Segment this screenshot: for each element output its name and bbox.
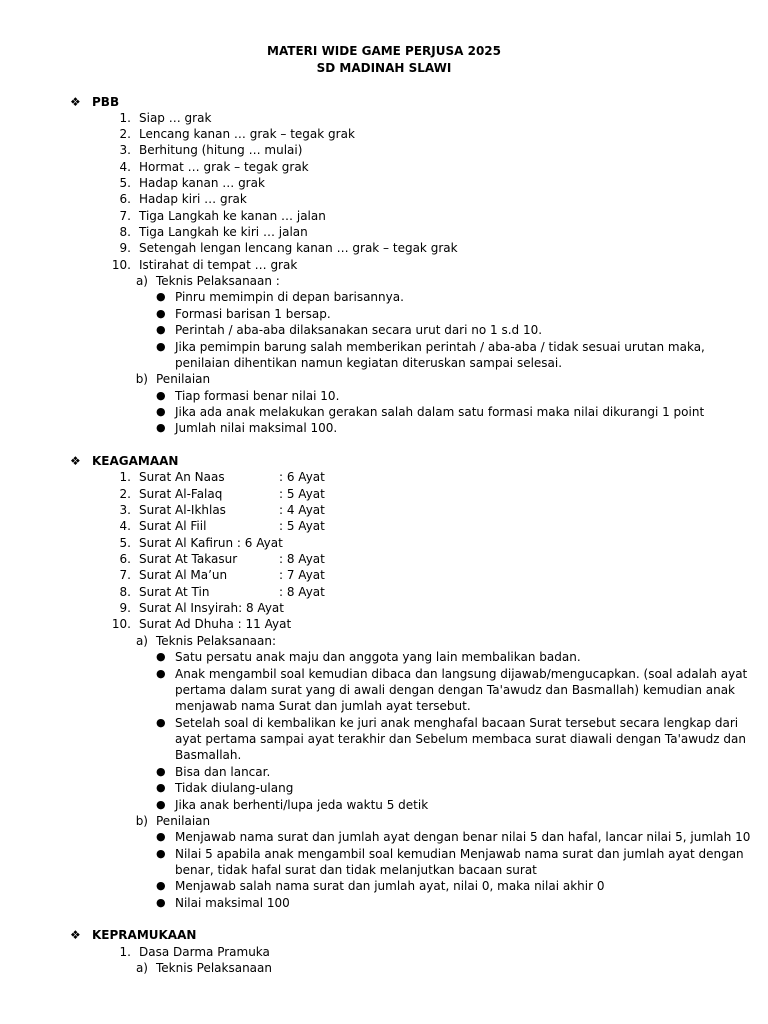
bullet-icon: ● bbox=[156, 716, 166, 729]
sub-heading: a) Teknis Pelaksanaan bbox=[135, 961, 272, 975]
list-item: 2. Lencang kanan … grak – tegak grak bbox=[119, 127, 355, 141]
bullet-item: ● Setelah soal di kembalikan ke juri anak menghafal bacaan Surat tersebut secara lengkap dari bbox=[156, 716, 739, 730]
list-item: 8. Surat At Tin : 8 Ayat bbox=[119, 585, 325, 599]
bullet-icon: ● bbox=[156, 650, 166, 663]
bullet-icon: ● bbox=[156, 340, 166, 353]
bullet-continuation: penilaian dihentikan namun kegiatan diteruskan sampai selesai. bbox=[175, 356, 563, 370]
bullet-item: ● Perintah / aba-aba dilaksanakan secara urut dari no 1 s.d 10. bbox=[156, 323, 543, 337]
list-item: 7. Tiga Langkah ke kanan … jalan bbox=[119, 209, 326, 223]
bullet-icon: ● bbox=[156, 798, 166, 811]
bullet-item: ● Menjawab salah nama surat dan jumlah ayat, nilai 0, maka nilai akhir 0 bbox=[156, 879, 605, 893]
bullet-continuation: menjawab nama Surat dan jumlah ayat tersebut. bbox=[175, 699, 471, 713]
list-item: 4. Hormat … grak – tegak grak bbox=[119, 160, 309, 174]
bullet-icon: ● bbox=[156, 781, 166, 794]
bullet-icon: ● bbox=[156, 389, 166, 402]
list-item: 9. Surat Al Insyirah: 8 Ayat bbox=[119, 601, 284, 615]
document-title: MATERI WIDE GAME PERJUSA 2025 bbox=[267, 44, 501, 58]
list-item: 4. Surat Al Fiil : 5 Ayat bbox=[119, 519, 325, 533]
bullet-icon: ● bbox=[156, 421, 166, 434]
bullet-item: ● Nilai 5 apabila anak mengambil soal kemudian Menjawab nama surat dan jumlah ayat dengan bbox=[156, 847, 744, 861]
bullet-item: ● Satu persatu anak maju dan anggota yang lain membalikan badan. bbox=[156, 650, 581, 664]
list-item: 1. Dasa Darma Pramuka bbox=[119, 945, 270, 959]
section-heading-keagamaan bbox=[70, 453, 178, 469]
bullet-item: ● Tidak diulang-ulang bbox=[156, 781, 294, 795]
bullet-item: ● Jika ada anak melakukan gerakan salah dalam satu formasi maka nilai dikurangi 1 point bbox=[156, 405, 705, 419]
bullet-item: ● Jika pemimpin barung salah memberikan perintah / aba-aba / tidak sesuai urutan maka, bbox=[156, 340, 705, 354]
bullet-icon: ● bbox=[156, 667, 166, 680]
bullet-icon: ● bbox=[156, 896, 166, 909]
bullet-icon: ● bbox=[156, 290, 166, 303]
list-item: 3. Surat Al-Ikhlas : 4 Ayat bbox=[119, 503, 325, 517]
list-item: 5. Surat Al Kafirun : 6 Ayat bbox=[119, 536, 283, 550]
list-item: 2. Surat Al-Falaq : 5 Ayat bbox=[119, 487, 325, 501]
bullet-item: ● Menjawab nama surat dan jumlah ayat dengan benar nilai 5 dan hafal, lancar nilai 5, jumlah 10 bbox=[156, 830, 751, 844]
bullet-continuation: benar, tidak hafal surat dan tidak melanjutkan bacaan surat bbox=[175, 863, 537, 877]
sub-heading: b) Penilaian bbox=[135, 372, 211, 386]
sub-heading: a) Teknis Pelaksanaan: bbox=[135, 634, 277, 648]
list-item: 1. Siap … grak bbox=[119, 111, 212, 125]
diamond-bullet-icon: ❖ bbox=[70, 454, 81, 468]
document-subtitle: SD MADINAH SLAWI bbox=[316, 61, 452, 75]
bullet-item: ● Bisa dan lancar. bbox=[156, 765, 271, 779]
bullet-continuation: ayat pertama sampai ayat terakhir dan Sebelum membaca surat diawali dengan Ta'awudz dan bbox=[175, 732, 746, 746]
bullet-item: ● Formasi barisan 1 bersap. bbox=[156, 307, 331, 321]
bullet-icon: ● bbox=[156, 765, 166, 778]
bullet-icon: ● bbox=[156, 830, 166, 843]
bullet-item: ● Pinru memimpin di depan barisannya. bbox=[156, 290, 404, 304]
list-item: 3. Berhitung (hitung … mulai) bbox=[119, 143, 303, 157]
bullet-continuation: pertama dalam surat yang di awali dengan dengan Ta'awudz dan Basmallah) kemudian anak bbox=[175, 683, 736, 697]
diamond-bullet-icon: ❖ bbox=[70, 95, 81, 109]
bullet-item: ● Jumlah nilai maksimal 100. bbox=[156, 421, 338, 435]
sub-heading: a) Teknis Pelaksanaan : bbox=[135, 274, 280, 288]
section-heading-pbb bbox=[70, 94, 119, 110]
list-item: 5. Hadap kanan … grak bbox=[119, 176, 265, 190]
bullet-continuation: Basmallah. bbox=[175, 748, 242, 762]
bullet-icon: ● bbox=[156, 323, 166, 336]
bullet-item: ● Nilai maksimal 100 bbox=[156, 896, 290, 910]
bullet-item: ● Anak mengambil soal kemudian dibaca dan langsung dijawab/mengucapkan. (soal adalah ayat bbox=[156, 667, 748, 681]
bullet-icon: ● bbox=[156, 307, 166, 320]
sub-heading: b) Penilaian bbox=[135, 814, 211, 828]
list-item: 9. Setengah lengan lencang kanan … grak – tegak grak bbox=[119, 241, 458, 255]
list-item: 1. Surat An Naas : 6 Ayat bbox=[119, 470, 325, 484]
section-title: PBB bbox=[92, 95, 120, 109]
list-item: 7. Surat Al Ma’un : 7 Ayat bbox=[119, 568, 325, 582]
bullet-icon: ● bbox=[156, 847, 166, 860]
section-title: KEPRAMUKAAN bbox=[92, 928, 197, 942]
bullet-icon: ● bbox=[156, 405, 166, 418]
diamond-bullet-icon: ❖ bbox=[70, 928, 81, 942]
list-item: 6. Hadap kiri … grak bbox=[119, 192, 247, 206]
list-item: 8. Tiga Langkah ke kiri … jalan bbox=[119, 225, 308, 239]
list-item: 10. Istirahat di tempat … grak bbox=[111, 258, 298, 272]
section-title: KEAGAMAAN bbox=[92, 454, 179, 468]
list-item: 6. Surat At Takasur : 8 Ayat bbox=[119, 552, 325, 566]
list-item: 10. Surat Ad Dhuha : 11 Ayat bbox=[111, 617, 292, 631]
section-heading-kepramukaan bbox=[70, 927, 196, 943]
bullet-item: ● Jika anak berhenti/lupa jeda waktu 5 detik bbox=[156, 798, 429, 812]
bullet-icon: ● bbox=[156, 879, 166, 892]
bullet-item: ● Tiap formasi benar nilai 10. bbox=[156, 389, 340, 403]
